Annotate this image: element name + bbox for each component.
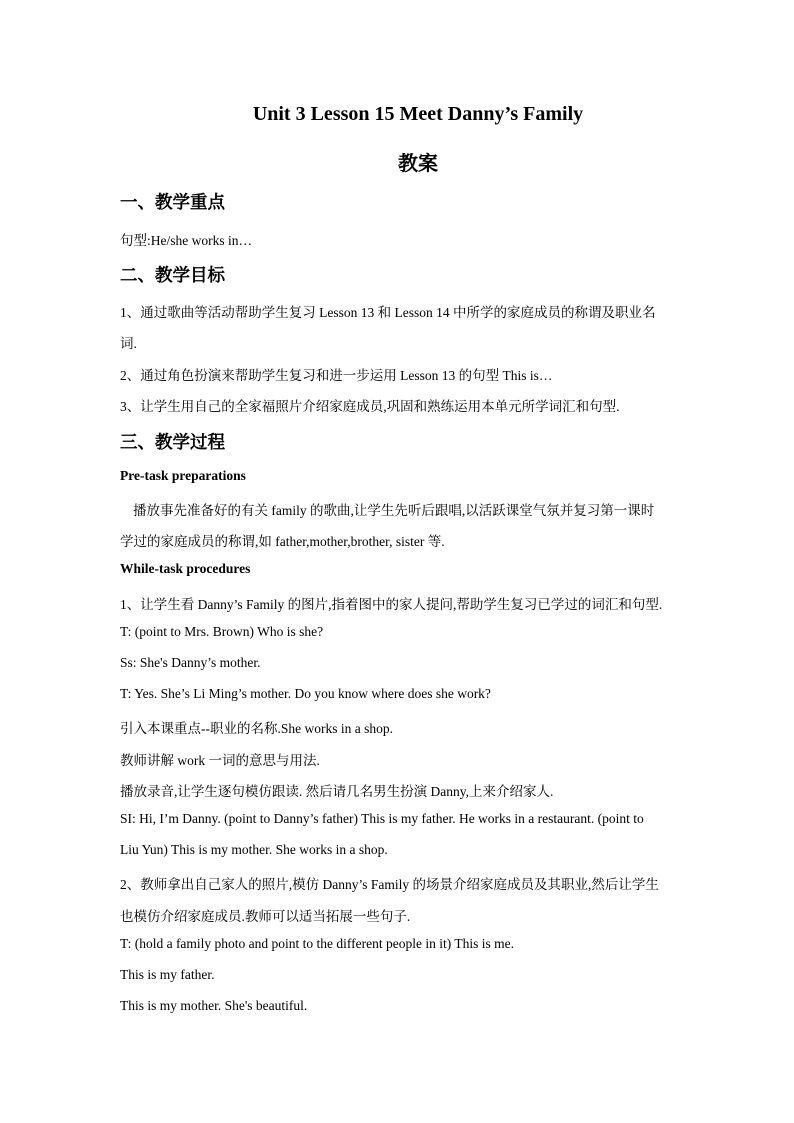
section-heading-process: 三、教学过程 — [120, 432, 225, 452]
text-line: 引入本课重点--职业的名称.She works in a shop. — [120, 721, 393, 736]
section-heading-key-points: 一、教学重点 — [120, 192, 225, 212]
text-line: 播放录音,让学生逐句模仿跟读. 然后请几名男生扮演 Danny,上来介绍家人. — [120, 784, 554, 799]
text-line: T: Yes. She’s Li Ming’s mother. Do you know where does she work? — [120, 686, 491, 701]
text-line: 学过的家庭成员的称谓,如 father,mother,brother, sister 等. — [120, 534, 445, 549]
text-line: 播放事先准备好的有关 family 的歌曲,让学生先听后跟唱,以活跃课堂气氛并复习第一课时 — [133, 503, 655, 518]
text-line: 句型:He/she works in… — [120, 233, 252, 248]
text-line: Liu Yun) This is my mother. She works in a shop. — [120, 842, 388, 857]
text-line: 1、通过歌曲等活动帮助学生复习 Lesson 13 和 Lesson 14 中所学的家庭成员的称谓及职业名 — [120, 305, 656, 320]
section-heading-objectives: 二、教学目标 — [120, 265, 225, 285]
text-line: T: (point to Mrs. Brown) Who is she? — [120, 624, 324, 639]
text-line: 教师讲解 work 一词的意思与用法. — [120, 753, 320, 768]
phase-title-pre-task: Pre-task preparations — [120, 468, 246, 483]
document-title: Unit 3 Lesson 15 Meet Danny’s Family — [252, 103, 584, 125]
text-line: 2、通过角色扮演来帮助学生复习和进一步运用 Lesson 13 的句型 This is… — [120, 368, 553, 383]
text-line: SI: Hi, I’m Danny. (point to Danny’s father) This is my father. He works in a restaurant. (point to — [120, 811, 644, 826]
text-line: Ss: She's Danny’s mother. — [120, 655, 261, 670]
document-subtitle: 教案 — [398, 153, 438, 175]
text-line: 1、让学生看 Danny’s Family 的图片,指着图中的家人提问,帮助学生复习已学过的词汇和句型. — [120, 597, 663, 612]
text-line: This is my mother. She's beautiful. — [120, 998, 308, 1013]
text-line: T: (hold a family photo and point to the different people in it) This is me. — [120, 936, 515, 951]
text-line: 2、教师拿出自己家人的照片,模仿 Danny’s Family 的场景介绍家庭成员及其职业,然后让学生 — [120, 877, 659, 892]
text-line: 也模仿介绍家庭成员.教师可以适当拓展一些句子. — [120, 909, 411, 924]
phase-title-while-task: While-task procedures — [120, 561, 251, 576]
text-line: 3、让学生用自己的全家福照片介绍家庭成员,巩固和熟练运用本单元所学词汇和句型. — [120, 399, 620, 414]
text-line: This is my father. — [120, 967, 215, 982]
text-line: 词. — [120, 336, 137, 351]
